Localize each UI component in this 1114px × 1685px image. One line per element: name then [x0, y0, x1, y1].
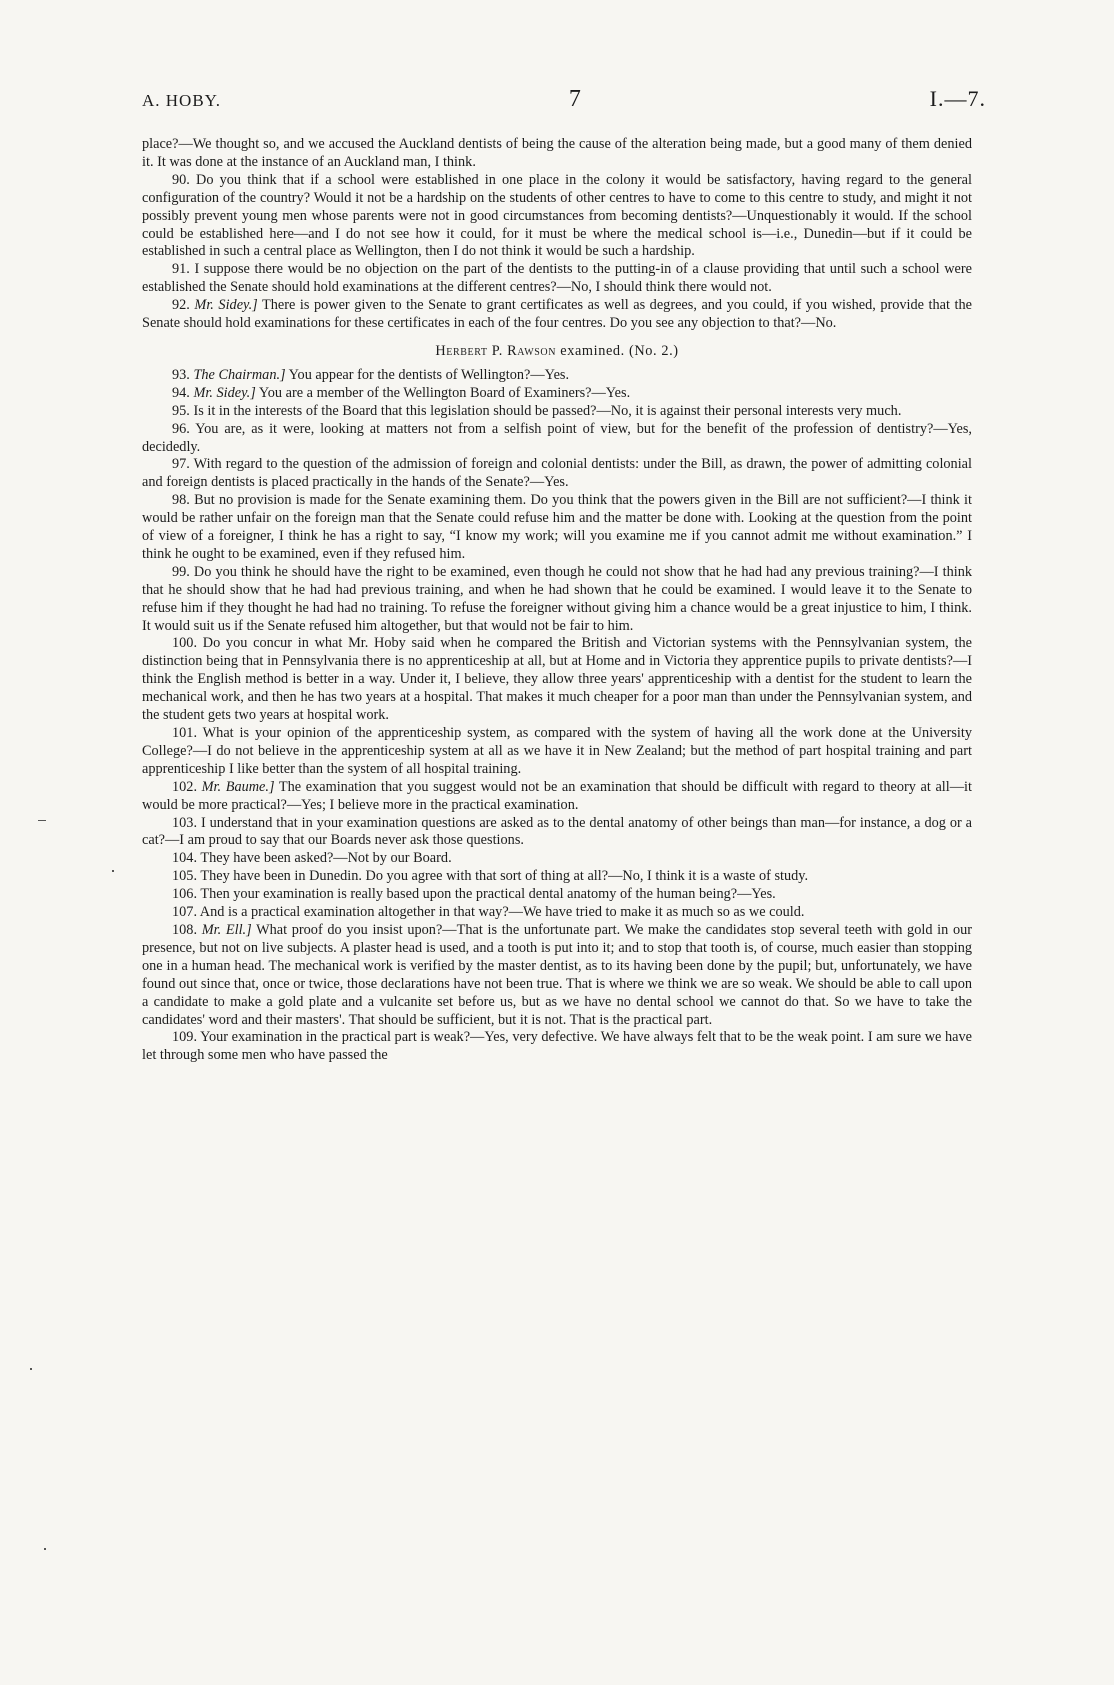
- question-106: 106. Then your examination is really based upon the practical dental anatomy of the human being?—Yes.: [172, 886, 776, 903]
- question-103: 103. I understand that in your examination questions are asked as to the dental anatomy of other beings than man—for instance, a dog or a cat?—I am proud to say that our Boards never ask those questions.: [142, 814, 972, 849]
- page-number: 7: [568, 86, 582, 112]
- question-104: 104. They have been asked?—Not by our Board.: [172, 850, 452, 867]
- question-107: 107. And is a practical examination altogether in that way?—We have tried to make it as much so as we could.: [172, 904, 805, 921]
- body-text: [142, 136, 972, 1065]
- question-92: [142, 297, 972, 333]
- speaker: Mr. Baume.]: [201, 778, 275, 795]
- question-109: 109. Your examination in the practical part is weak?—Yes, very defective. We have always felt that to be the weak point. I am sure we have let through some men who have passed the: [142, 1029, 972, 1064]
- question-94: [142, 385, 972, 403]
- witness-heading-rest: examined. (No. 2.): [560, 342, 679, 359]
- question-text: You are a member of the Wellington Board of Examiners?—Yes.: [258, 384, 631, 401]
- question-93: [142, 367, 972, 385]
- speaker: Mr. Sidey.]: [194, 297, 258, 314]
- question-95: 95. Is it in the interests of the Board that this legislation should be passed?—No, it is against their personal interests very much.: [172, 402, 902, 419]
- question-91: 91. I suppose there would be no objection on the part of the dentists to the putting-in of a clause providing that until such a school were established the Senate should hold examinations at the different centres?—No, I should think there would not.: [142, 261, 972, 296]
- paper-reference: I.—7.: [929, 86, 986, 111]
- scan-speck: [44, 1548, 46, 1550]
- question-number: 108.: [172, 921, 198, 938]
- scan-speck: [112, 870, 114, 872]
- question-108: [142, 922, 972, 1029]
- question-number: 93.: [172, 366, 190, 383]
- running-head: [142, 86, 986, 113]
- question-90: 90. Do you think that if a school were established in one place in the colony it would be satisfactory, having regard to the general configuration of the country? Would it not be a hardship on the students of other centres to have to come to this centre to study, and might it not possibly prevent young men whose parents were not in good circumstances from becoming dentists?—Unquestionably it would. If the school could be established here—and I do not see how it could, for it must be where the medical school is—i.e., Dunedin—but if it could be established in such a central place as Wellington, then I do not think it would be such a hardship.: [142, 171, 972, 260]
- question-98: 98. But no provision is made for the Senate examining them. Do you think that the powers given in the Bill are not sufficient?—I think it would be rather unfair on the foreign man that the Senate could refuse him and the matter be done with. Looking at the question from the point of view of a foreigner, I think he has a right to say, “I know my work; will you examine me if you cannot admit me without examination.” I think he ought to be examined, even if they refused him.: [142, 492, 972, 562]
- question-101: 101. What is your opinion of the apprenticeship system, as compared with the system of having all the work done at the University College?—I do not believe in the apprenticeship system at all as we have it in New Zealand; but the method of part hospital training and part apprenticeship I like better than the system of all hospital training.: [142, 725, 972, 777]
- question-text: You appear for the dentists of Wellington?—Yes.: [288, 366, 570, 383]
- section-heading: [142, 343, 972, 361]
- speaker: Mr. Sidey.]: [193, 384, 256, 401]
- scan-speck: [38, 820, 46, 821]
- question-102: [142, 779, 972, 815]
- witness-name: A. HOBY.: [142, 91, 222, 110]
- speaker: Mr. Ell.]: [201, 921, 252, 938]
- question-number: 102.: [172, 778, 198, 795]
- question-number: 92.: [172, 297, 190, 314]
- speaker: The Chairman.]: [193, 366, 286, 383]
- question-97: 97. With regard to the question of the admission of foreign and colonial dentists: under the Bill, as drawn, the power of admitting colonial and foreign dentists is placed practically in the hands of the Senate?—Yes.: [142, 456, 972, 491]
- question-99: 99. Do you think he should have the right to be examined, even though he could not show that he had had any previous training?—I think that he should show that he had had previous training, and when he had shown that he could be examined. I would leave it to the Senate to refuse him if they thought he had had no training. To refuse the foreigner without giving him a chance would be a great injustice to him, I think. It would suit us if the Senate refused him altogether, but that would not be fair to him.: [142, 563, 972, 634]
- scan-speck: [30, 1368, 32, 1370]
- question-text: There is power given to the Senate to grant certificates as well as degrees, and you could, if you wished, provide that the Senate should hold examinations for these certificates in each of the four centres. Do you see any objection to that?—No.: [142, 297, 972, 332]
- question-105: 105. They have been in Dunedin. Do you agree with that sort of thing at all?—No, I think it is a waste of study.: [172, 868, 809, 885]
- question-number: 94.: [172, 384, 190, 401]
- question-96: 96. You are, as it were, looking at matters not from a selfish point of view, but for the benefit of the profession of dentistry?—Yes, decidedly.: [142, 420, 972, 455]
- question-text: The examination that you suggest would not be an examination that should be difficult with regard to theory at all—it would be more practical?—Yes; I believe more in the practical examination.: [142, 778, 972, 813]
- paragraph-continuation: place?—We thought so, and we accused the Auckland dentists of being the cause of the alteration being made, but a good many of them denied it. It was done at the instance of an Auckland man, I think.: [142, 136, 972, 170]
- question-text: What proof do you insist upon?—That is the unfortunate part. We make the candidates stop several teeth with gold in our presence, but not on live subjects. A plaster head is used, and a tooth is put into it; and to stop that tooth is, of course, much easier than stopping one in a human head. The mechanical work is verified by the master dentist, as to its having been done by the pupil; but, unfortunately, we have found out since that, once or twice, those declarations have not been true. That is where we think we are so weak. We should be able to call upon a candidate to make a gold plate and a vulcanite set before us, but as we have no dental school we cannot do that. So we have to take the candidates' word and their masters'. That should be sufficient, but it is not. That is the practical part.: [142, 921, 972, 1028]
- witness-heading-name: Herbert P. Rawson: [435, 342, 557, 359]
- question-100: 100. Do you concur in what Mr. Hoby said when he compared the British and Victorian systems with the Pennsylvanian system, the distinction being that in Pennsylvania there is no apprenticeship at all, but at Home and in Victoria they apprentice pupils to private dentists?—I think the English method is better in a way. Under it, I believe, they allow three years' apprenticeship with a dentist for the student to learn the mechanical work, and then he has two years at a hospital. That makes it much cheaper for a poor man than under the Pennsylvanian system, and the student gets two years at hospital work.: [142, 635, 972, 724]
